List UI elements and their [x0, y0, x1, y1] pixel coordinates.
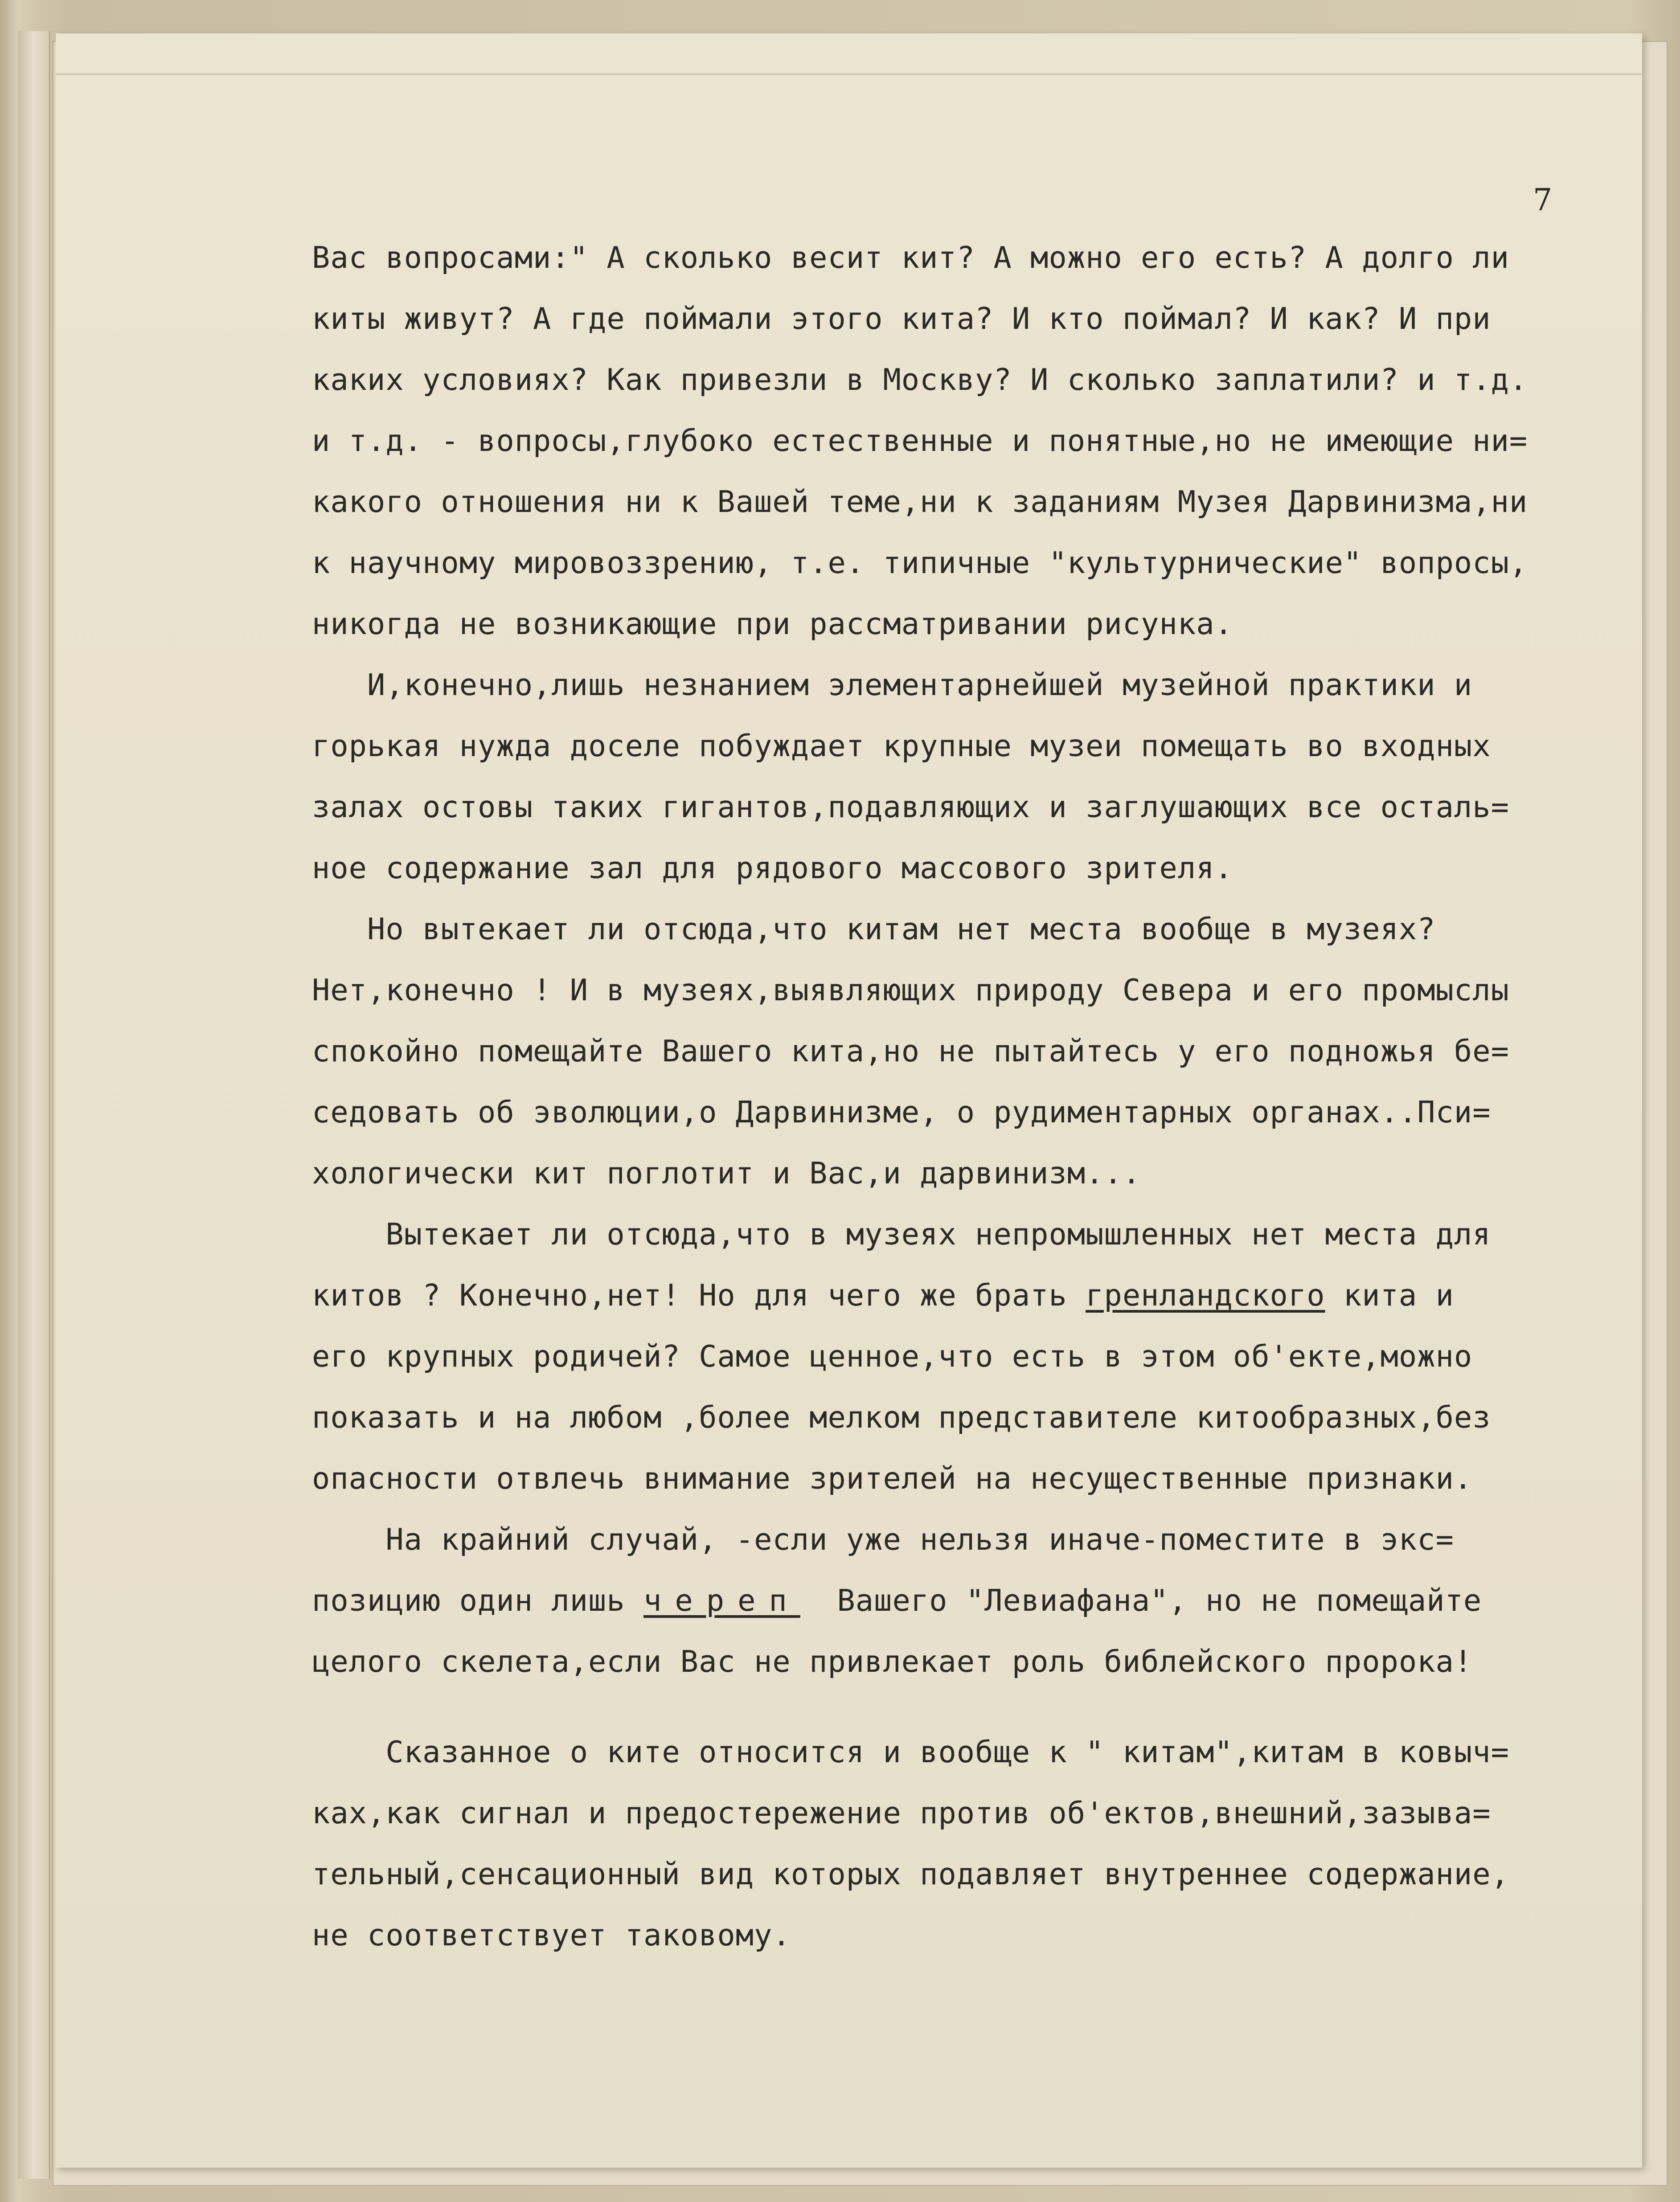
spaced-underlined-word: череп [643, 1583, 800, 1618]
text-line: какого отношения ни к Вашей теме,ни к заданиям Музея Дарвинизма,ни [312, 484, 1528, 519]
text-line: На крайний случай, -если уже нельзя иначе-поместите в экс= [312, 1522, 1454, 1557]
text-line: Сказанное о ките относится и вообще к " китам",китам в ковыч= [312, 1735, 1509, 1769]
text-line: ное содержание зал для рядового массового зрителя. [312, 851, 1233, 885]
text-line: Вытекает ли отсюда,что в музеях непромышленных нет места для [312, 1217, 1491, 1252]
text-line: тельный,сенсационный вид которых подавляет внутреннее содержание, [312, 1857, 1509, 1891]
text-line-with-underline [312, 1265, 1631, 1326]
typewritten-text [312, 227, 1631, 1966]
text-line: И,конечно,лишь незнанием элементарнейшей музейной практики и [312, 667, 1473, 702]
text-line: Но вытекает ли отсюда,что китам нет места вообще в музеях? [312, 912, 1436, 946]
text-line-with-emphasis [312, 1570, 1631, 1631]
text-line: и т.д. - вопросы,глубоко естественные и понятные,но не имеющие ни= [312, 423, 1528, 458]
text-line: седовать об эволюции,о Дарвинизме, о рудиментарных органах..Пси= [312, 1095, 1491, 1130]
page-fold-line [56, 74, 1642, 75]
paragraph-gap [312, 1692, 1631, 1722]
text-line: Нет,конечно ! И в музеях,выявляющих природу Севера и его промыслы [312, 973, 1509, 1007]
text-segment: кита и [1325, 1278, 1454, 1313]
binding-edge [18, 31, 50, 2179]
text-line: залах остовы таких гигантов,подавляющих и заглушающих все осталь= [312, 790, 1509, 824]
text-line: к научному мировоззрению, т.е. типичные "культурнические" вопросы, [312, 545, 1528, 580]
text-line: целого скелета,если Вас не привлекает роль библейского пророка! [312, 1644, 1473, 1679]
text-line: ках,как сигнал и предостережение против об'ектов,внешний,зазыва= [312, 1796, 1491, 1830]
text-line: опасности отвлечь внимание зрителей на несущественные признаки. [312, 1461, 1473, 1496]
text-line: показать и на любом ,более мелком представителе китообразных,без [312, 1400, 1491, 1435]
page-number: 7 [1533, 183, 1553, 218]
text-segment: Вашего "Левиафана", но не помещайте [800, 1583, 1482, 1618]
text-line: не соответствует таковому. [312, 1918, 791, 1952]
text-segment: китов ? Конечно,нет! Но для чего же брать [312, 1278, 1086, 1313]
text-line: Вас вопросами:" А сколько весит кит? А можно его есть? А долго ли [312, 240, 1509, 275]
text-line: киты живут? А где поймали этого кита? И кто поймал? И как? И при [312, 301, 1491, 336]
text-segment: позицию один лишь [312, 1583, 644, 1618]
text-line: горькая нужда доселе побуждает крупные музеи помещать во входных [312, 729, 1491, 763]
text-line: спокойно помещайте Вашего кита,но не пытайтесь у его подножья бе= [312, 1034, 1509, 1068]
text-line: никогда не возникающие при рассматривании рисунка. [312, 606, 1233, 641]
text-line: его крупных родичей? Самое ценное,что есть в этом об'екте,можно [312, 1339, 1473, 1374]
text-line: каких условиях? Как привезли в Москву? И сколько заплатили? и т.д. [312, 362, 1528, 397]
underlined-word: гренландского [1086, 1278, 1325, 1313]
text-line: хологически кит поглотит и Вас,и дарвинизм... [312, 1156, 1141, 1191]
